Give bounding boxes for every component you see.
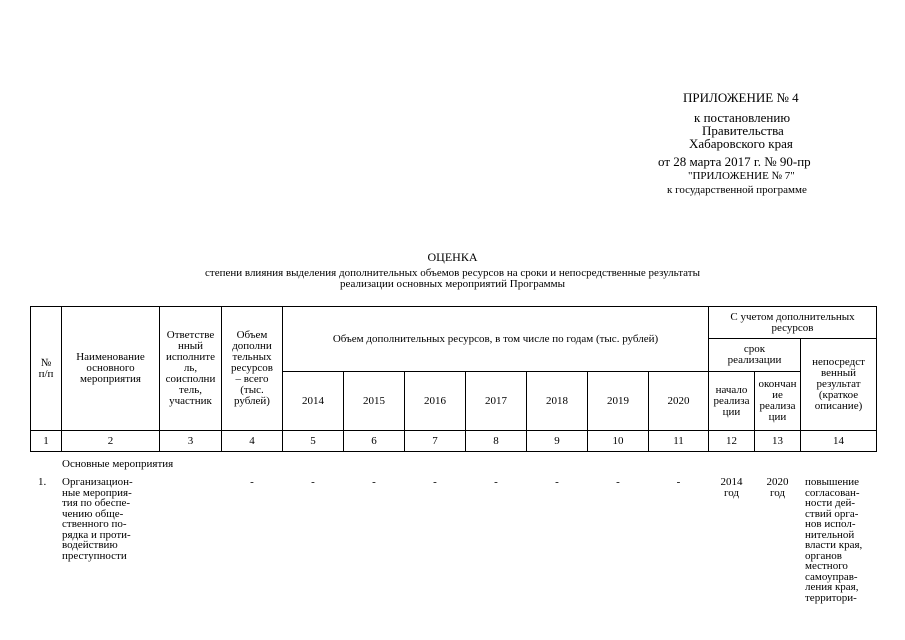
row-result: повышение согласован- ности дей- ствий орга- нов испол- нительной власти края, органов местного самоуправ- ления края, территори-	[805, 476, 863, 604]
header-start: начало реализа ции	[713, 383, 750, 418]
col-number: 4	[249, 434, 255, 447]
to-program: к государственной программе	[667, 184, 807, 196]
col-number: 2	[107, 434, 114, 447]
header-year-2016: 2016	[424, 394, 446, 407]
resolution-date-number: от 28 марта 2017 г. № 90-пр	[658, 154, 811, 169]
header-year-2020: 2020	[667, 394, 690, 407]
header-year-2018: 2018	[546, 394, 568, 407]
row-year-2016: -	[433, 476, 437, 488]
col-number: 11	[673, 434, 684, 447]
col-number: 3	[187, 434, 194, 447]
col-number: 10	[612, 434, 624, 447]
row-total: -	[250, 476, 254, 488]
document-subtitle-line1: степени влияния выделения дополнительных объемов ресурсов на сроки и непосредственные результаты	[205, 267, 700, 279]
header-result: непосредст венный результат (краткое описание)	[812, 356, 865, 412]
row-year-2020: -	[676, 476, 681, 488]
row-name: Организацион- ные мероприя- тия по обеспе- чению обще- ственного по- рядка и проти- водействию преступности	[62, 476, 133, 562]
header-term: срок реализации	[727, 343, 782, 366]
header-volume-total: Объем дополни тельных ресурсов – всего (тыс. рублей)	[231, 329, 273, 407]
col-number: 8	[493, 434, 499, 447]
col-number: 12	[726, 434, 737, 447]
row-year-2018: -	[555, 476, 559, 488]
to-resolution: к постановлению	[694, 110, 791, 125]
government: Правительства	[702, 123, 784, 138]
header-name: Наименование основного мероприятия	[76, 351, 145, 385]
row-year-2014: -	[311, 476, 315, 488]
row-num: 1.	[38, 476, 47, 488]
col-number: 13	[772, 434, 783, 447]
document-subtitle-line2: реализации основных мероприятий Программы	[340, 278, 565, 290]
region: Хабаровского края	[689, 136, 793, 151]
header-year-2017: 2017	[485, 394, 507, 407]
row-start: 2014 год	[720, 476, 743, 499]
col-number: 5	[310, 434, 316, 447]
col-number: 7	[432, 434, 438, 447]
row-year-2015: -	[372, 476, 376, 488]
header-with-additional: С учетом дополнительных ресурсов	[730, 310, 855, 334]
section-title: Основные мероприятия	[62, 458, 174, 470]
row-year-2019: -	[616, 476, 620, 488]
col-number: 6	[371, 434, 377, 447]
header-num: № п/п	[38, 356, 54, 380]
header-volume-years: Объем дополнительных ресурсов, в том числе по годам (тыс. рублей)	[332, 332, 659, 345]
appendix-quoted: "ПРИЛОЖЕНИЕ № 7"	[688, 170, 795, 182]
header-year-2014: 2014	[302, 394, 324, 407]
header-end: окончан ие реализа ции	[758, 378, 797, 423]
appendix-number: ПРИЛОЖЕНИЕ № 4	[683, 90, 799, 105]
header-executor: Ответстве нный исполните ль, соисполни тель, участник	[165, 329, 216, 407]
header-year-2015: 2015	[363, 394, 385, 407]
col-number: 9	[554, 434, 560, 447]
col-number: 14	[833, 434, 844, 447]
row-end: 2020 год	[766, 476, 789, 499]
col-number: 1	[43, 434, 49, 447]
row-year-2017: -	[494, 476, 498, 488]
header-year-2019: 2019	[607, 394, 629, 407]
document-title: ОЦЕНКА	[427, 250, 478, 264]
